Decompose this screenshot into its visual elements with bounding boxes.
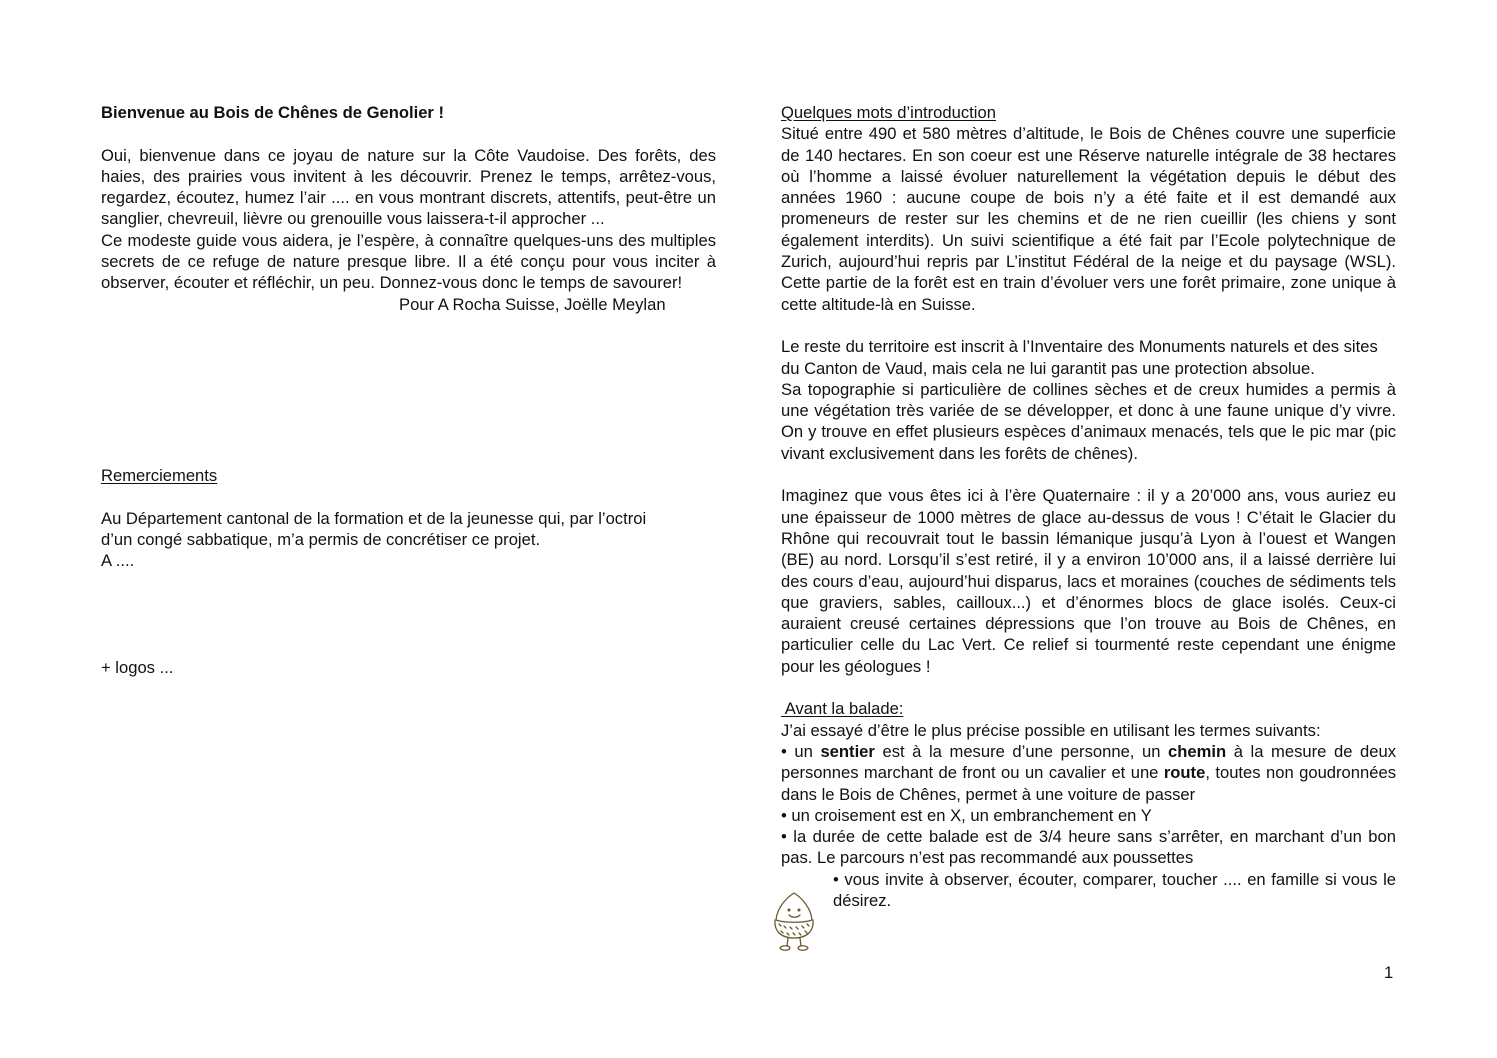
quaternary-paragraph: Imaginez que vous êtes ici à l’ère Quaternaire : il y a 20’000 ans, vous auriez eu une épaisseur de 1000 mètres de glace au-dessus de vous ! C’était le Glacier du Rhône qui recouvrait tout le bassin lémanique jusqu’à Lyon à l’ouest et Wangen (BE) au nord. Lorsqu’il s’est retiré, il y a environ 10’000 ans, il a laissé derrière lui des cours d’eau, aujourd’hui disparus, lacs et moraines (couches de sédiments tels que graviers, sables, cailloux...) et d’énormes blocs de glace isolés. Ceux-ci auraient creusé certaines dépressions que l’on trouve au Bois de Chênes, en particulier celle du Lac Vert. Ce relief si tourmenté reste cependant une énigme pour les géologues ! <box>781 486 1396 676</box>
territory-paragraph: Le reste du territoire est inscrit à l’Inventaire des Monuments naturels et des sites du Canton de Vaud, mais cela ne lui garantit pas une protection absolue. <box>781 337 1378 378</box>
term-route: route <box>1163 763 1206 783</box>
bullet-crossing: • un croisement est en X, un embranchement en Y <box>781 805 1152 825</box>
welcome-paragraph: Oui, bienvenue dans ce joyau de nature sur la Côte Vaudoise. Des forêts, des haies, des prairies vous invitent à les découvrir. Prenez le temps, arrêtez-vous, regardez, écoutez, humez l’air .... en vous montrant discrets, attentifs, peut-être un sanglier, chevreuil, lièvre ou grenouille vous laissera-t-il approcher ... <box>101 145 716 229</box>
bullet-terms <box>781 741 1396 805</box>
bullet-terms-mid-2: à la mesure de deux personnes marchant de front ou un cavalier et une <box>781 741 1397 783</box>
thanks-section <box>101 465 716 571</box>
term-chemin: chemin <box>1168 741 1227 761</box>
thanks-line: A .... <box>101 551 135 571</box>
bullet-invite: • vous invite à observer, écouter, comparer, toucher .... en famille si vous le désirez. <box>833 869 1396 910</box>
before-walk-heading: Avant la balade: <box>781 699 904 719</box>
topography-paragraph: Sa topographie si particulière de collines sèches et de creux humides a permis à une végétation très variée de se développer, et donc à une faune unique d’y vivre. On y trouve en effet plusieurs espèces d’animaux menacés, tels que le pic mar (pic vivant exclusivement dans les forêts de chênes). <box>781 379 1396 463</box>
logos-note: + logos ... <box>101 658 174 677</box>
term-sentier: sentier <box>820 741 875 761</box>
acorn-mascot-icon <box>771 890 817 956</box>
signature: Pour A Rocha Suisse, Joëlle Meylan <box>399 294 666 314</box>
thanks-line: Au Département cantonal de la formation et de la jeunesse qui, par l’octroi <box>101 508 647 528</box>
bullet-terms-suffix: , toutes non goudronnées dans le Bois de Chênes, permet à une voiture de passer <box>781 763 1396 804</box>
bullet-terms-mid-1: est à la mesure d’une personne, un <box>874 741 1169 761</box>
thanks-line: d’un congé sabbatique, m’a permis de concrétiser ce projet. <box>101 529 541 549</box>
bullet-duration: • la durée de cette balade est de 3/4 heure sans s’arrêter, en marchant d’un bon pas. Le parcours n’est pas recommandé aux poussettes <box>781 827 1396 868</box>
bullet-terms-prefix: • un <box>781 741 821 761</box>
before-walk-intro: J’ai essayé d’être le plus précise possible en utilisant les termes suivants: <box>781 720 1321 740</box>
page-title: Bienvenue au Bois de Chênes de Genolier ! <box>101 103 445 122</box>
intro-heading: Quelques mots d’introduction <box>781 103 996 122</box>
left-column <box>101 102 716 315</box>
thanks-heading: Remerciements <box>101 466 218 485</box>
intro-paragraph: Situé entre 490 et 580 mètres d’altitude, le Bois de Chênes couvre une superficie de 140 hectares. En son coeur est une Réserve naturelle intégrale de 38 hectares où l’homme a laissé évoluer naturellement la végétation depuis le début des années 1960 : aucune coupe de bois n’y a été faite et il est demandé aux promeneurs de rester sur les chemins et de ne rien cueillir (les chiens y sont également interdits). Un suivi scientifique a été fait par l’Ecole polytechnique de Zurich, aujourd’hui repris par L’institut Fédéral de la neige et du paysage (WSL). Cette partie de la forêt est en train d’évoluer vers une forêt primaire, zone unique à cette altitude-là en Suisse. <box>781 124 1396 314</box>
page-number: 1 <box>1384 963 1394 982</box>
right-column <box>781 102 1396 911</box>
guide-paragraph: Ce modeste guide vous aidera, je l’espère, à connaître quelques-uns des multiples secrets de ce refuge de nature presque libre. Il a été conçu pour vous inciter à observer, écouter et réfléchir, un peu. Donnez-vous donc le temps de savourer! <box>101 230 716 293</box>
